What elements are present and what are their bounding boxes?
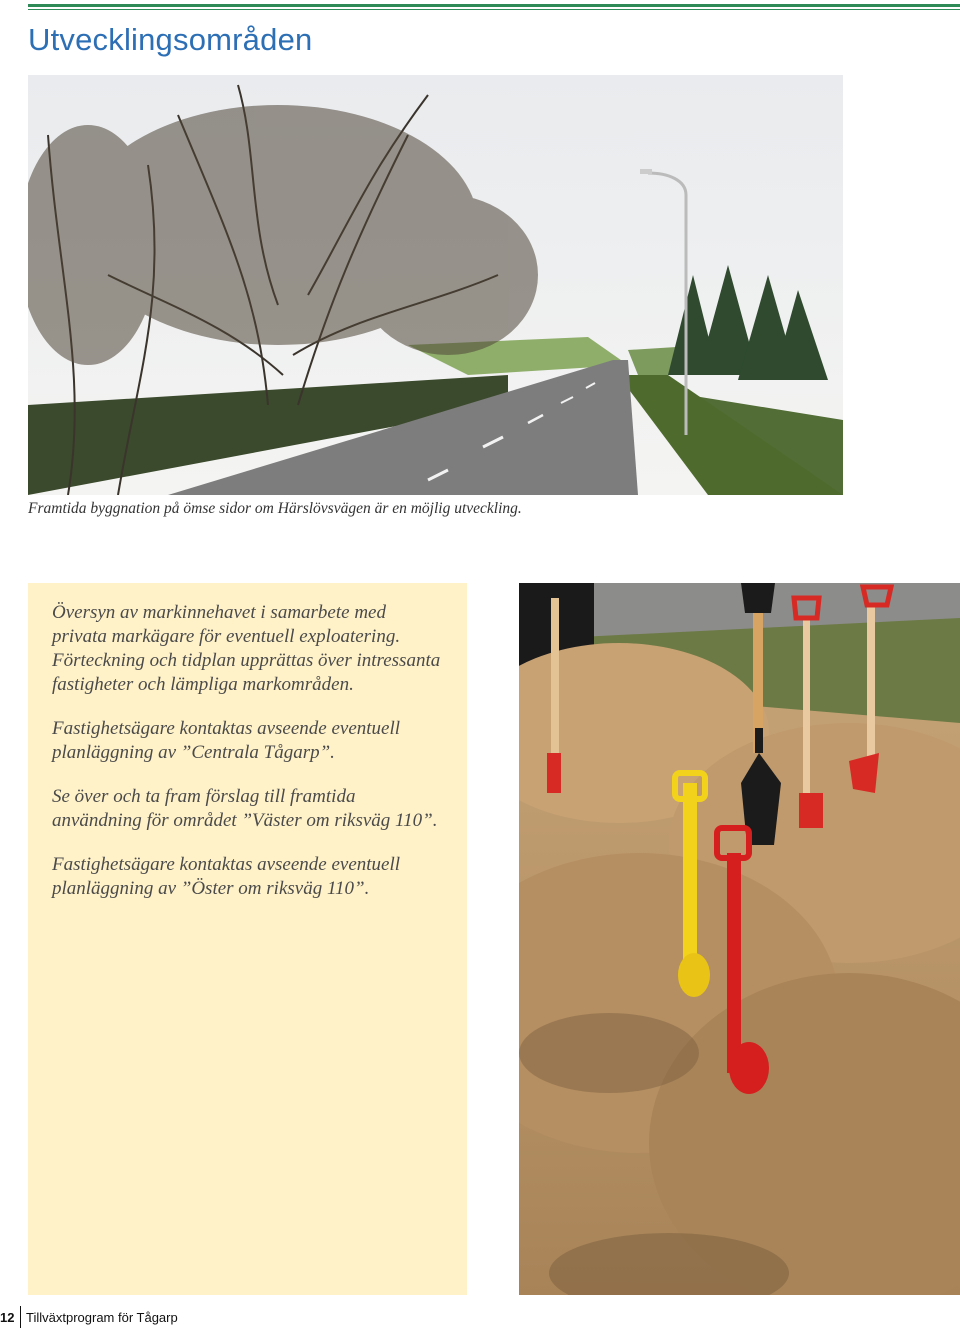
publication-name: Tillväxtprogram för Tågarp — [26, 1310, 178, 1325]
header-rule-thin — [28, 9, 960, 10]
info-paragraph: Fastighetsägare kontaktas avseende eventuell planläggning av ”Öster om riksväg 110”. — [52, 854, 401, 899]
road-photo — [28, 75, 843, 495]
shovels-photo — [519, 583, 960, 1295]
footer-divider — [20, 1306, 21, 1328]
info-box — [28, 583, 467, 1295]
page-footer — [0, 1306, 960, 1328]
page-title: Utvecklingsområden — [28, 22, 313, 57]
page-number: 12 — [0, 1310, 15, 1325]
info-paragraph: Översyn av markinnehavet i samarbete med privata markägare för eventuell exploatering. Förteckning och tidplan upprättas över intressanta fastigheter och lämpliga markområden. — [52, 602, 441, 695]
info-paragraph: Se över och ta fram förslag till framtida användning för området ”Väster om riksväg 110”. — [52, 786, 438, 831]
photo-caption: Framtida byggnation på ömse sidor om Härslövsvägen är en möjlig utveckling. — [28, 500, 522, 517]
header-rule — [28, 4, 960, 7]
info-paragraph: Fastighetsägare kontaktas avseende eventuell planläggning av ”Centrala Tågarp”. — [52, 718, 401, 763]
